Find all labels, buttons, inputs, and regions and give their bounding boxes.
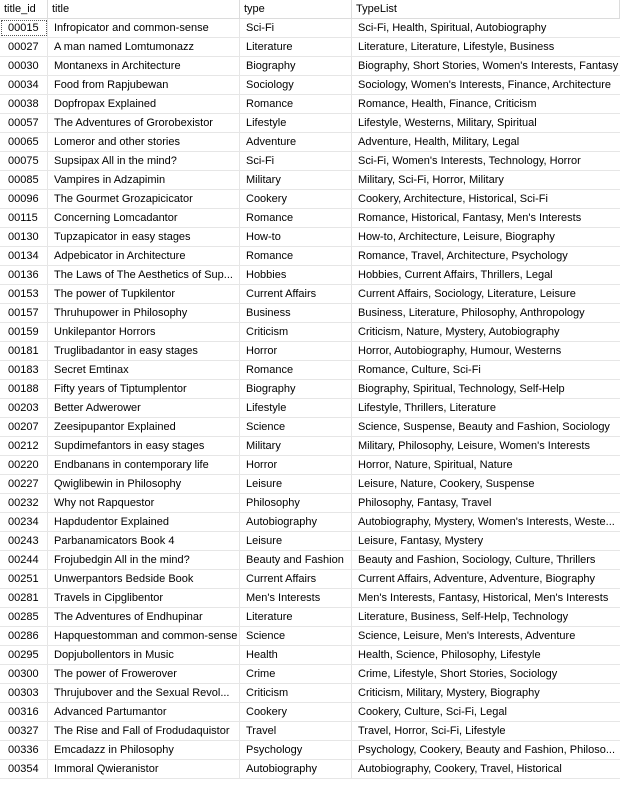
table-row[interactable]	[0, 722, 620, 741]
typelist-cell[interactable]: Beauty and Fashion, Sociology, Culture, Thrillers	[358, 554, 596, 566]
title-id-cell[interactable]: 00034	[0, 76, 48, 94]
table-row[interactable]	[0, 570, 620, 589]
table-row[interactable]	[0, 494, 620, 513]
typelist-cell[interactable]: Men's Interests, Fantasy, Historical, Men's Interests	[358, 592, 609, 604]
typelist-cell[interactable]: Business, Literature, Philosophy, Anthropology	[358, 307, 585, 319]
typelist-cell[interactable]: Criticism, Nature, Mystery, Autobiography	[358, 326, 560, 338]
title-id-cell[interactable]: 00354	[0, 760, 48, 778]
title-id-cell[interactable]: 00220	[0, 456, 48, 474]
typelist-cell[interactable]: Health, Science, Philosophy, Lifestyle	[358, 649, 541, 661]
title-cell[interactable]: Unkilepantor Horrors	[48, 323, 240, 341]
type-cell[interactable]: Sci-Fi	[240, 19, 352, 37]
title-cell[interactable]: Travels in Cipglibentor	[48, 589, 240, 607]
type-cell[interactable]: Health	[240, 646, 352, 664]
title-cell[interactable]: The power of Frowerover	[48, 665, 240, 683]
table-row[interactable]	[0, 57, 620, 76]
type-cell[interactable]: Lifestyle	[240, 114, 352, 132]
table-row[interactable]	[0, 646, 620, 665]
title-cell[interactable]: Hapquestomman and common-sense	[48, 627, 240, 645]
title-cell[interactable]: Adpebicator in Architecture	[48, 247, 240, 265]
typelist-cell[interactable]: Adventure, Health, Military, Legal	[358, 136, 520, 148]
title-cell[interactable]: Vampires in Adzapimin	[48, 171, 240, 189]
type-cell[interactable]: Leisure	[240, 532, 352, 550]
type-cell[interactable]: Romance	[240, 95, 352, 113]
title-id-cell[interactable]: 00136	[0, 266, 48, 284]
title-cell[interactable]: Food from Rapjubewan	[48, 76, 240, 94]
title-id-cell[interactable]: 00300	[0, 665, 48, 683]
type-cell[interactable]: Hobbies	[240, 266, 352, 284]
title-id-cell[interactable]: 00134	[0, 247, 48, 265]
type-cell[interactable]: Military	[240, 171, 352, 189]
table-row[interactable]	[0, 19, 620, 38]
type-cell[interactable]: Lifestyle	[240, 399, 352, 417]
title-cell[interactable]: Truglibadantor in easy stages	[48, 342, 240, 360]
typelist-cell[interactable]: Criticism, Military, Mystery, Biography	[358, 687, 540, 699]
typelist-cell[interactable]: Literature, Business, Self-Help, Technology	[358, 611, 569, 623]
title-cell[interactable]: Supdimefantors in easy stages	[48, 437, 240, 455]
type-cell[interactable]: Autobiography	[240, 513, 352, 531]
title-id-cell[interactable]: 00232	[0, 494, 48, 512]
type-cell[interactable]: Leisure	[240, 475, 352, 493]
title-id-cell[interactable]: 00285	[0, 608, 48, 626]
type-cell[interactable]: Crime	[240, 665, 352, 683]
title-id-cell[interactable]: 00251	[0, 570, 48, 588]
table-row[interactable]	[0, 323, 620, 342]
type-cell[interactable]: Adventure	[240, 133, 352, 151]
title-id-cell[interactable]: 00303	[0, 684, 48, 702]
type-cell[interactable]: Current Affairs	[240, 285, 352, 303]
table-row[interactable]	[0, 114, 620, 133]
title-cell[interactable]: Tupzapicator in easy stages	[48, 228, 240, 246]
typelist-cell[interactable]: Current Affairs, Sociology, Literature, Leisure	[358, 288, 576, 300]
type-cell[interactable]: Literature	[240, 38, 352, 56]
typelist-cell[interactable]: Biography, Short Stories, Women's Interests, Fantasy	[358, 60, 619, 72]
column-header-typelist[interactable]: TypeList	[352, 0, 620, 18]
title-id-cell[interactable]: 00212	[0, 437, 48, 455]
title-cell[interactable]: Zeesipupantor Explained	[48, 418, 240, 436]
title-cell[interactable]: Emcadazz in Philosophy	[48, 741, 240, 759]
type-cell[interactable]: Current Affairs	[240, 570, 352, 588]
title-id-cell[interactable]: 00085	[0, 171, 48, 189]
title-id-cell[interactable]: 00057	[0, 114, 48, 132]
type-cell[interactable]: Military	[240, 437, 352, 455]
typelist-cell[interactable]: Cookery, Culture, Sci-Fi, Legal	[358, 706, 507, 718]
type-cell[interactable]: Biography	[240, 57, 352, 75]
table-row[interactable]	[0, 266, 620, 285]
column-header-type[interactable]: type	[240, 0, 352, 18]
table-row[interactable]	[0, 608, 620, 627]
typelist-cell[interactable]: Hobbies, Current Affairs, Thrillers, Legal	[358, 269, 553, 281]
typelist-cell[interactable]: Psychology, Cookery, Beauty and Fashion, Philoso...	[358, 744, 616, 756]
type-cell[interactable]: Psychology	[240, 741, 352, 759]
title-id-cell[interactable]: 00203	[0, 399, 48, 417]
typelist-cell[interactable]: Leisure, Fantasy, Mystery	[358, 535, 484, 547]
title-id-cell[interactable]: 00075	[0, 152, 48, 170]
table-row[interactable]	[0, 247, 620, 266]
title-cell[interactable]: Thrujubover and the Sexual Revol...	[48, 684, 240, 702]
title-id-cell[interactable]: 00227	[0, 475, 48, 493]
type-cell[interactable]: Criticism	[240, 684, 352, 702]
typelist-cell[interactable]: Lifestyle, Thrillers, Literature	[358, 402, 496, 414]
title-cell[interactable]: Supsipax All in the mind?	[48, 152, 240, 170]
title-id-cell[interactable]: 00159	[0, 323, 48, 341]
title-cell[interactable]: Why not Rapquestor	[48, 494, 240, 512]
title-cell[interactable]: The Laws of The Aesthetics of Sup...	[48, 266, 240, 284]
title-id-cell[interactable]: 00130	[0, 228, 48, 246]
typelist-cell[interactable]: Military, Sci-Fi, Horror, Military	[358, 174, 504, 186]
table-row[interactable]	[0, 285, 620, 304]
title-cell[interactable]: Unwerpantors Bedside Book	[48, 570, 240, 588]
typelist-cell[interactable]: Philosophy, Fantasy, Travel	[358, 497, 492, 509]
type-cell[interactable]: Cookery	[240, 703, 352, 721]
table-row[interactable]	[0, 38, 620, 57]
table-row[interactable]	[0, 513, 620, 532]
typelist-cell[interactable]: Crime, Lifestyle, Short Stories, Sociology	[358, 668, 558, 680]
title-id-cell[interactable]: 00183	[0, 361, 48, 379]
table-row[interactable]	[0, 209, 620, 228]
table-row[interactable]	[0, 76, 620, 95]
typelist-cell[interactable]: Sci-Fi, Health, Spiritual, Autobiography	[358, 22, 547, 34]
title-id-cell[interactable]: 00065	[0, 133, 48, 151]
table-row[interactable]	[0, 760, 620, 779]
grid-header-row	[0, 0, 620, 19]
title-id-cell[interactable]: 00015	[0, 19, 48, 37]
typelist-cell[interactable]: Current Affairs, Adventure, Adventure, Biography	[358, 573, 596, 585]
typelist-cell[interactable]: Military, Philosophy, Leisure, Women's Interests	[358, 440, 590, 452]
title-id-cell[interactable]: 00096	[0, 190, 48, 208]
table-row[interactable]	[0, 304, 620, 323]
typelist-cell[interactable]: Science, Leisure, Men's Interests, Adventure	[358, 630, 576, 642]
type-cell[interactable]: Romance	[240, 247, 352, 265]
title-id-cell[interactable]: 00243	[0, 532, 48, 550]
title-cell[interactable]: Endbanans in contemporary life	[48, 456, 240, 474]
typelist-cell[interactable]: Cookery, Architecture, Historical, Sci-Fi	[358, 193, 548, 205]
title-cell[interactable]: Infropicator and common-sense	[48, 19, 240, 37]
type-cell[interactable]: Science	[240, 418, 352, 436]
title-id-cell[interactable]: 00234	[0, 513, 48, 531]
title-cell[interactable]: Parbanamicators Book 4	[48, 532, 240, 550]
typelist-cell[interactable]: Romance, Culture, Sci-Fi	[358, 364, 481, 376]
type-cell[interactable]: How-to	[240, 228, 352, 246]
type-cell[interactable]: Science	[240, 627, 352, 645]
typelist-cell[interactable]: Sci-Fi, Women's Interests, Technology, Horror	[358, 155, 581, 167]
table-row[interactable]	[0, 133, 620, 152]
title-cell[interactable]: Thruhupower in Philosophy	[48, 304, 240, 322]
table-row[interactable]	[0, 475, 620, 494]
typelist-cell[interactable]: Romance, Historical, Fantasy, Men's Interests	[358, 212, 582, 224]
title-cell[interactable]: Fifty years of Tiptumplentor	[48, 380, 240, 398]
typelist-cell[interactable]: Horror, Autobiography, Humour, Westerns	[358, 345, 562, 357]
type-cell[interactable]: Autobiography	[240, 760, 352, 778]
title-cell[interactable]: Concerning Lomcadantor	[48, 209, 240, 227]
table-row[interactable]	[0, 532, 620, 551]
table-row[interactable]	[0, 684, 620, 703]
column-header-title-id[interactable]: title_id	[0, 0, 48, 18]
type-cell[interactable]: Horror	[240, 456, 352, 474]
table-row[interactable]	[0, 665, 620, 684]
title-id-cell[interactable]: 00027	[0, 38, 48, 56]
title-cell[interactable]: A man named Lomtumonazz	[48, 38, 240, 56]
type-cell[interactable]: Sci-Fi	[240, 152, 352, 170]
table-row[interactable]	[0, 95, 620, 114]
table-row[interactable]	[0, 152, 620, 171]
title-id-cell[interactable]: 00153	[0, 285, 48, 303]
table-row[interactable]	[0, 627, 620, 646]
typelist-cell[interactable]: Literature, Literature, Lifestyle, Business	[358, 41, 555, 53]
type-cell[interactable]: Criticism	[240, 323, 352, 341]
title-id-cell[interactable]: 00286	[0, 627, 48, 645]
title-cell[interactable]: The power of Tupkilentor	[48, 285, 240, 303]
title-id-cell[interactable]: 00030	[0, 57, 48, 75]
title-cell[interactable]: The Adventures of Grorobexistor	[48, 114, 240, 132]
title-cell[interactable]: Better Adwerower	[48, 399, 240, 417]
title-id-cell[interactable]: 00295	[0, 646, 48, 664]
table-row[interactable]	[0, 418, 620, 437]
title-id-cell[interactable]: 00316	[0, 703, 48, 721]
table-row[interactable]	[0, 399, 620, 418]
title-cell[interactable]: The Gourmet Grozapicicator	[48, 190, 240, 208]
title-cell[interactable]: Advanced Partumantor	[48, 703, 240, 721]
title-id-cell[interactable]: 00188	[0, 380, 48, 398]
title-cell[interactable]: The Adventures of Endhupinar	[48, 608, 240, 626]
title-cell[interactable]: Lomeror and other stories	[48, 133, 240, 151]
table-row[interactable]	[0, 342, 620, 361]
type-cell[interactable]: Literature	[240, 608, 352, 626]
table-row[interactable]	[0, 228, 620, 247]
table-row[interactable]	[0, 456, 620, 475]
table-row[interactable]	[0, 361, 620, 380]
table-row[interactable]	[0, 741, 620, 760]
title-cell[interactable]: Dopjubollentors in Music	[48, 646, 240, 664]
typelist-cell[interactable]: Lifestyle, Westerns, Military, Spiritual	[358, 117, 537, 129]
table-row[interactable]	[0, 551, 620, 570]
title-id-cell[interactable]: 00181	[0, 342, 48, 360]
title-id-cell[interactable]: 00244	[0, 551, 48, 569]
type-cell[interactable]: Biography	[240, 380, 352, 398]
type-cell[interactable]: Cookery	[240, 190, 352, 208]
type-cell[interactable]: Beauty and Fashion	[240, 551, 352, 569]
title-cell[interactable]: The Rise and Fall of Frodudaquistor	[48, 722, 240, 740]
table-row[interactable]	[0, 171, 620, 190]
title-id-cell[interactable]: 00327	[0, 722, 48, 740]
grid-body	[0, 19, 620, 779]
typelist-cell[interactable]: Travel, Horror, Sci-Fi, Lifestyle	[358, 725, 506, 737]
type-cell[interactable]: Travel	[240, 722, 352, 740]
typelist-cell[interactable]: Romance, Travel, Architecture, Psychology	[358, 250, 568, 262]
typelist-cell[interactable]: Horror, Nature, Spiritual, Nature	[358, 459, 513, 471]
title-cell[interactable]: Secret Emtinax	[48, 361, 240, 379]
table-row[interactable]	[0, 380, 620, 399]
typelist-cell[interactable]: Biography, Spiritual, Technology, Self-Help	[358, 383, 565, 395]
title-id-cell[interactable]: 00207	[0, 418, 48, 436]
title-cell[interactable]: Qwiglibewin in Philosophy	[48, 475, 240, 493]
table-row[interactable]	[0, 190, 620, 209]
title-id-cell[interactable]: 00115	[0, 209, 48, 227]
type-cell[interactable]: Sociology	[240, 76, 352, 94]
type-cell[interactable]: Romance	[240, 361, 352, 379]
table-row[interactable]	[0, 703, 620, 722]
typelist-cell[interactable]: Autobiography, Cookery, Travel, Historical	[358, 763, 562, 775]
title-id-cell[interactable]: 00336	[0, 741, 48, 759]
typelist-cell[interactable]: Romance, Health, Finance, Criticism	[358, 98, 537, 110]
type-cell[interactable]: Horror	[240, 342, 352, 360]
title-id-cell[interactable]: 00157	[0, 304, 48, 322]
title-cell[interactable]: Dopfropax Explained	[48, 95, 240, 113]
typelist-cell[interactable]: Sociology, Women's Interests, Finance, Architecture	[358, 79, 611, 91]
type-cell[interactable]: Romance	[240, 209, 352, 227]
type-cell[interactable]: Men's Interests	[240, 589, 352, 607]
title-id-cell[interactable]: 00038	[0, 95, 48, 113]
table-row[interactable]	[0, 589, 620, 608]
table-row[interactable]	[0, 437, 620, 456]
column-header-title[interactable]: title	[48, 0, 240, 18]
typelist-cell[interactable]: Leisure, Nature, Cookery, Suspense	[358, 478, 535, 490]
typelist-cell[interactable]: Autobiography, Mystery, Women's Interests, Weste...	[358, 516, 615, 528]
title-cell[interactable]: Frojubedgin All in the mind?	[48, 551, 240, 569]
type-cell[interactable]: Business	[240, 304, 352, 322]
title-cell[interactable]: Hapdudentor Explained	[48, 513, 240, 531]
title-cell[interactable]: Montanexs in Architecture	[48, 57, 240, 75]
title-cell[interactable]: Immoral Qwieranistor	[48, 760, 240, 778]
title-id-cell[interactable]: 00281	[0, 589, 48, 607]
type-cell[interactable]: Philosophy	[240, 494, 352, 512]
typelist-cell[interactable]: How-to, Architecture, Leisure, Biography	[358, 231, 555, 243]
typelist-cell[interactable]: Science, Suspense, Beauty and Fashion, Sociology	[358, 421, 610, 433]
